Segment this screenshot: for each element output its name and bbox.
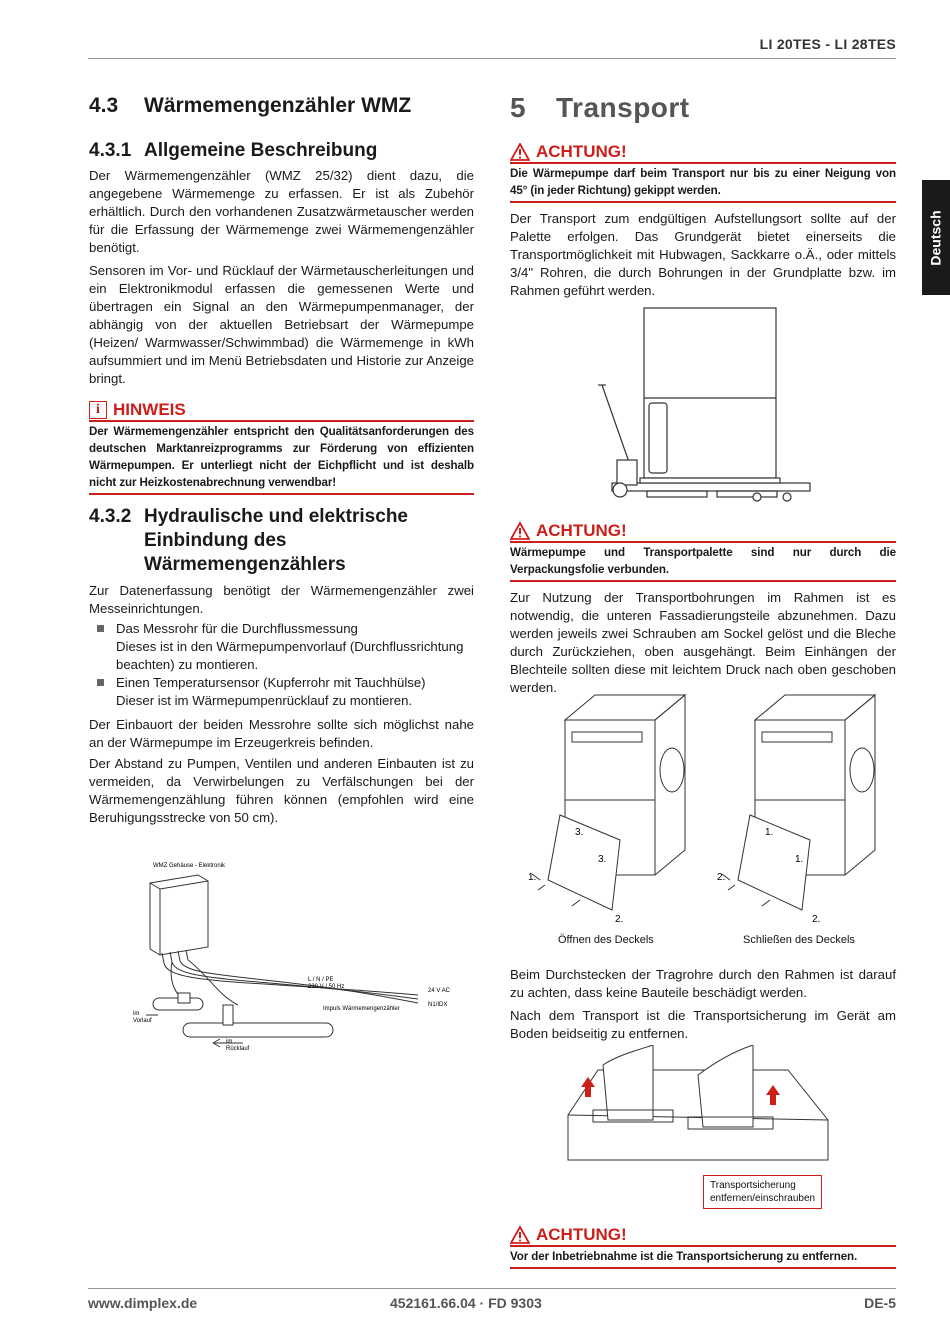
step-label: 2. [717, 872, 726, 883]
power-label-line1: L / N / PE [308, 977, 334, 983]
flow-label-line2: Vorlauf [133, 1018, 152, 1024]
list-item-title: Das Messrohr für die Durchflussmessung [116, 621, 358, 636]
section-title: Hydraulische und elektrische Einbindung des Wärmemengenzählers [144, 506, 408, 575]
section-title: Allgemeine Beschreibung [144, 140, 378, 161]
callout-line2: entfernen/einschrauben [710, 1193, 816, 1204]
list-item-detail: Dieser ist im Wärmepumpenrücklauf zu montieren. [116, 693, 413, 708]
section-4-3-1-heading [89, 139, 474, 163]
power-label-line2: 230 V / 50 Hz [308, 984, 345, 990]
warning-icon [510, 522, 530, 540]
achtung-label: ACHTUNG! [536, 521, 627, 540]
wmz-installation-figure [128, 855, 468, 1055]
distance-paragraph: Der Abstand zu Pumpen, Ventilen und anderen Einbauten ist zu vermeiden, da Verwirbelungen zu Verfälschungen bei der Wärmemengenzählung führen können (empfohlen wird eine Beruhigungsstrecke von 50 cm). [89, 756, 474, 825]
n1-label: N1/IDX [428, 1002, 448, 1008]
hinweis-text: Der Wärmemengenzähler entspricht den Qualitätsanforderungen des deutschen Marktanreizprogramms zur Förderung von effizienten Wärmepumpen. Er unterliegt nicht der Eichpflicht und ist deshalb nicht zur Heizkostenabrechnung verwendbar! [89, 420, 474, 495]
carrying-tubes-paragraph: Beim Durchstecken der Tragrohre durch den Rahmen ist darauf zu achten, dass keine Bauteile beschädigt werden. [510, 967, 896, 1000]
section-number: 5 [510, 92, 527, 123]
step-label: 3. [575, 827, 584, 838]
open-cover-caption: Öffnen des Deckels [558, 934, 654, 946]
step-label: 1. [765, 827, 774, 838]
transport-paragraph: Der Transport zum endgültigen Aufstellungsort sollte auf der Palette erfolgen. Das Grundgerät bietet einerseits die Transportmöglichkeit mit Hubwagen, Sackkarre o.Ä., oder mittels 3/4" Rohren, die durch Bohrungen in der Grundplatte bzw. im Rahmen geführt werden. [510, 211, 896, 298]
step-label: 3. [598, 854, 607, 865]
footer-rule [88, 1288, 896, 1289]
step-label: 2. [615, 914, 624, 925]
warning-icon [510, 1226, 530, 1244]
warning-icon [510, 143, 530, 161]
list-item [89, 620, 474, 674]
close-cover-caption: Schließen des Deckels [743, 934, 855, 946]
achtung-notice-tilt [510, 142, 896, 203]
header-rule [88, 58, 896, 59]
sensor-paragraph: Sensoren im Vor- und Rücklauf der Wärmetauscherleitungen und ein Elektronikmodul erfassen die gemessenen Werte und übertragen ein Signal an den Wärmepumpenmanager, der abhängig von der aktuellen Betriebsart der Wärmepumpe (Heizen/ Warmwasser/Schwimmbad) die Wärmemenge in kWh aufsummiert und im Menü Betriebsdaten und Historie zur Anzeige bringt. [89, 263, 474, 386]
cover-diagrams [520, 690, 900, 925]
footer-website: www.dimplex.de [88, 1295, 198, 1311]
housing-label: WMZ Gehäuse - Elektronik [153, 863, 226, 869]
achtung-title [510, 1225, 896, 1245]
achtung-title [510, 142, 896, 162]
cover-figures [520, 690, 900, 955]
installation-location-paragraph: Der Einbauort der beiden Messrohre sollte sich möglichst nahe an der Wärmepumpe im Erzeugerkreis befinden. [89, 717, 474, 750]
impulse-label: Impuls Wärmemengenzähler [323, 1006, 400, 1012]
section-title: Wärmemengenzähler WMZ [144, 94, 412, 117]
achtung-notice-commissioning [510, 1225, 896, 1269]
return-label-line2: Rücklauf [226, 1046, 250, 1052]
info-icon: i [89, 401, 107, 419]
section-4-3-heading [89, 94, 474, 118]
achtung-text: Die Wärmepumpe darf beim Transport nur bis zu einer Neigung von 45° (in jeder Richtung) gekippt werden. [510, 162, 896, 203]
vac-label: 24 V AC [428, 988, 451, 994]
transport-lock-paragraph: Nach dem Transport ist die Transportsicherung im Gerät am Boden beidseitig zu entfernen. [510, 1008, 896, 1041]
list-item [89, 674, 474, 710]
transport-lock-figure [548, 1045, 838, 1215]
section-5-heading [510, 92, 896, 124]
list-item-detail: Dieses ist in den Wärmepumpenvorlauf (Durchflussrichtung beachten) zu montieren. [116, 639, 464, 672]
achtung-notice-foil [510, 521, 896, 582]
callout-line1: Transportsicherung [710, 1180, 796, 1191]
flow-label-line1: im [133, 1011, 140, 1017]
achtung-title [510, 521, 896, 541]
footer-doc-number: 452161.66.04 · FD 9303 [390, 1295, 542, 1311]
step-label: 1. [795, 854, 804, 865]
achtung-text: Wärmepumpe und Transportpalette sind nur durch die Verpackungsfolie verbunden. [510, 541, 896, 582]
header-model: LI 20TES - LI 28TES [759, 36, 896, 52]
achtung-label: ACHTUNG! [536, 1225, 627, 1244]
pallet-transport-figure [592, 305, 812, 505]
section-title: Transport [556, 92, 690, 123]
section-4-3-2-heading [89, 505, 474, 577]
achtung-text: Vor der Inbetriebnahme ist die Transportsicherung zu entfernen. [510, 1245, 896, 1269]
hinweis-label: HINWEIS [113, 400, 186, 419]
measurement-devices-list [89, 620, 474, 710]
achtung-label: ACHTUNG! [536, 142, 627, 161]
list-item-title: Einen Temperatursensor (Kupferrohr mit Tauchhülse) [116, 675, 426, 690]
footer-page-number: DE-5 [864, 1295, 896, 1311]
data-capture-paragraph: Zur Datenerfassung benötigt der Wärmemengenzähler zwei Messeinrichtungen. [89, 583, 474, 616]
return-label-line1: im [226, 1039, 233, 1045]
step-label: 2. [812, 914, 821, 925]
language-tab [922, 180, 950, 295]
transport-holes-paragraph: Zur Nutzung der Transportbohrungen im Rahmen ist es notwendig, die unteren Fassadierungsteile abzunehmen. Dazu werden jeweils zwei Schrauben am Sockel gelöst und die Bleche durch Zurückziehen, oben ausgehängt. Beim Einhängen der Blechteile sollten diese mit leichtem Druck nach oben geschoben werden. [510, 590, 896, 695]
wmz-diagram [128, 855, 468, 1055]
section-number: 4.3.1 [89, 140, 132, 161]
section-number: 4.3.2 [89, 506, 132, 527]
language-tab-label: Deutsch [928, 209, 945, 266]
transport-lock-callout [703, 1175, 822, 1209]
wmz-description-paragraph: Der Wärmemengenzähler (WMZ 25/32) dient dazu, die angegebene Wärmemenge zu erfassen. Er ist als Zubehör erhältlich. Durch den vorhandenen Zusatzwärmetauscher werden für die Erfassung der Wärmemenge zwei Wärmemengenzähler benötigt. [89, 168, 474, 255]
step-label: 1. [528, 872, 537, 883]
transport-lock-diagram [548, 1045, 838, 1170]
pallet-transport-diagram [592, 305, 812, 505]
hinweis-title [89, 400, 474, 420]
section-number: 4.3 [89, 94, 119, 117]
hinweis-notice [89, 400, 474, 495]
